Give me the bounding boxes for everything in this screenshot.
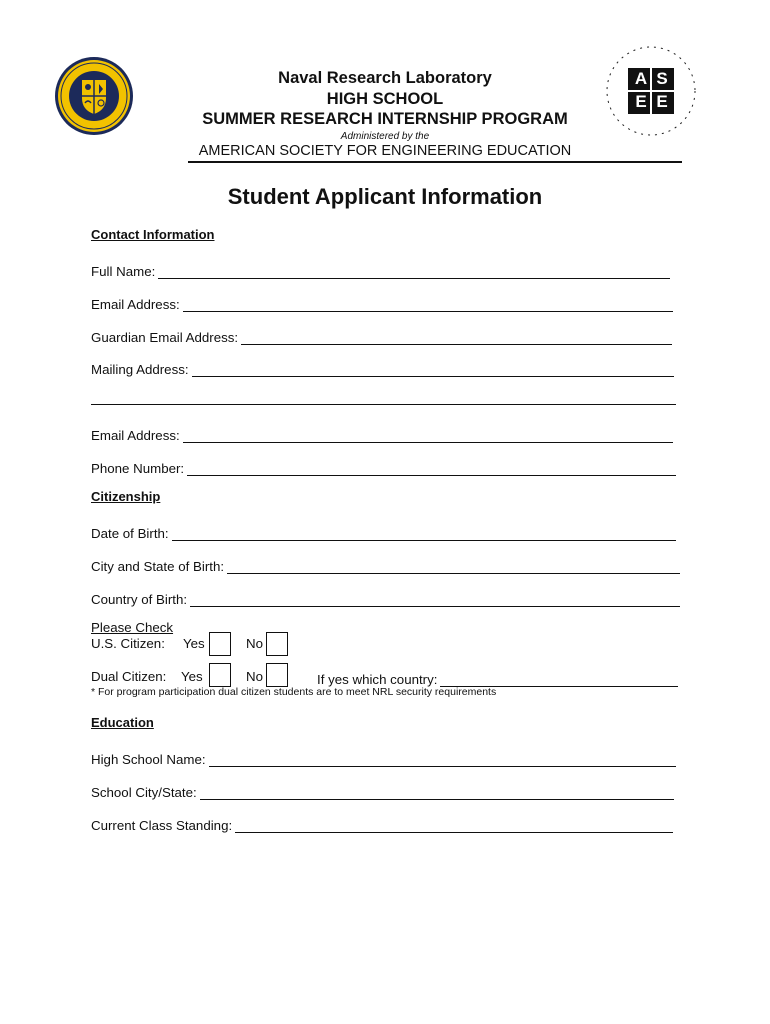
- header-line-nrl: Naval Research Laboratory: [278, 69, 492, 87]
- phone-row: [91, 456, 676, 476]
- mailing-address-label: Mailing Address:: [91, 362, 189, 377]
- mailing-address-row: [91, 357, 674, 377]
- dual-citizen-no-checkbox[interactable]: [266, 663, 288, 687]
- dual-country-label: If yes which country:: [317, 672, 438, 687]
- email-label-2: Email Address:: [91, 428, 180, 443]
- dual-country-field[interactable]: [440, 672, 678, 687]
- school-city-label: School City/State:: [91, 785, 197, 800]
- birth-country-label: Country of Birth:: [91, 592, 188, 607]
- dual-country-row: [317, 667, 678, 687]
- guardian-email-row: [91, 325, 672, 345]
- school-name-field[interactable]: [209, 752, 676, 767]
- mailing-address-field[interactable]: [192, 362, 674, 377]
- dob-row: [91, 521, 676, 541]
- email-row-2: [91, 423, 673, 443]
- class-standing-row: [91, 813, 673, 833]
- asee-letter-s: S: [656, 69, 668, 88]
- phone-label: Phone Number:: [91, 461, 185, 476]
- page-title: Student Applicant Information: [227, 184, 543, 209]
- dual-citizen-note: * For program participation dual citizen students are to meet NRL security requirements: [91, 686, 497, 698]
- school-city-row: [91, 780, 674, 800]
- asee-letter-e2: E: [656, 92, 668, 111]
- birth-country-field[interactable]: [190, 592, 680, 607]
- please-check-label: Please Check: [91, 620, 174, 635]
- dual-citizen-yes-label: Yes: [181, 669, 203, 684]
- school-name-label: High School Name:: [91, 752, 206, 767]
- full-name-field[interactable]: [158, 264, 670, 279]
- dual-citizen-yes-checkbox[interactable]: [209, 663, 231, 687]
- class-standing-field[interactable]: [235, 818, 673, 833]
- dual-citizen-label: Dual Citizen:: [91, 669, 167, 684]
- citizenship-heading: Citizenship: [91, 489, 161, 504]
- contact-heading: Contact Information: [91, 227, 215, 242]
- birth-city-field[interactable]: [227, 559, 680, 574]
- header-divider: [188, 161, 682, 163]
- birth-country-row: [91, 587, 680, 607]
- asee-letter-a: A: [634, 69, 648, 88]
- full-name-row: [91, 259, 670, 279]
- email-field[interactable]: [183, 297, 673, 312]
- full-name-label: Full Name:: [91, 264, 156, 279]
- us-citizen-no-checkbox[interactable]: [266, 632, 288, 656]
- header-line-administered: Administered by the: [340, 131, 430, 142]
- email-label: Email Address:: [91, 297, 180, 312]
- asee-letter-e1: E: [635, 92, 647, 111]
- phone-field[interactable]: [187, 461, 676, 476]
- us-citizen-yes-label: Yes: [183, 636, 205, 651]
- header-line-high-school: HIGH SCHOOL: [326, 90, 444, 108]
- class-standing-label: Current Class Standing:: [91, 818, 233, 833]
- email-field-2[interactable]: [183, 428, 673, 443]
- school-name-row: [91, 747, 676, 767]
- header-line-program: SUMMER RESEARCH INTERNSHIP PROGRAM: [202, 110, 568, 128]
- birth-city-label: City and State of Birth:: [91, 559, 225, 574]
- us-citizen-no-label: No: [246, 636, 263, 651]
- guardian-email-field[interactable]: [241, 330, 672, 345]
- dob-label: Date of Birth:: [91, 526, 169, 541]
- dual-citizen-no-label: No: [246, 669, 263, 684]
- guardian-email-label: Guardian Email Address:: [91, 330, 239, 345]
- header-line-asee: AMERICAN SOCIETY FOR ENGINEERING EDUCATION: [198, 143, 572, 159]
- school-city-field[interactable]: [200, 785, 674, 800]
- birth-city-row: [91, 554, 680, 574]
- mailing-address-field-line2[interactable]: [91, 404, 676, 405]
- us-citizen-yes-checkbox[interactable]: [209, 632, 231, 656]
- education-heading: Education: [91, 715, 154, 730]
- dob-field[interactable]: [172, 526, 676, 541]
- email-row: [91, 292, 673, 312]
- us-citizen-label: U.S. Citizen:: [91, 636, 165, 651]
